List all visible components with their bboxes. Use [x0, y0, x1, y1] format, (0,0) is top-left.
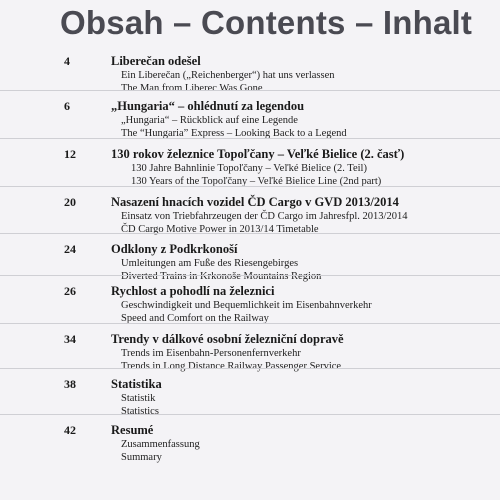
- toc-entry: [0, 90, 500, 139]
- toc-page-number: 12: [64, 147, 76, 161]
- toc-subtitle: The “Hungaria” Express – Looking Back to a Legend: [121, 128, 347, 139]
- toc-page-number: 34: [64, 332, 76, 346]
- toc-heading: Resumé: [111, 423, 154, 437]
- toc-subtitle: Umleitungen am Fuße des Riesengebirges: [121, 258, 299, 269]
- toc-page-number: 4: [64, 54, 70, 68]
- toc-subtitle: Speed and Comfort on the Railway: [121, 313, 269, 324]
- toc-subtitle: „Hungaria“ – Rückblick auf eine Legende: [121, 115, 298, 126]
- toc-page-number: 42: [64, 423, 76, 437]
- toc-entry: [0, 368, 500, 417]
- toc-heading: Trendy v dálkové osobní železniční dopravě: [111, 332, 344, 346]
- toc-heading: Nasazení hnacích vozidel ČD Cargo v GVD 2013/2014: [111, 195, 399, 209]
- toc-subtitle: ČD Cargo Motive Power in 2013/14 Timetable: [121, 224, 319, 235]
- toc-entry: [0, 275, 500, 324]
- toc-page-number: 20: [64, 195, 76, 209]
- toc-heading: Liberečan odešel: [111, 54, 201, 68]
- toc-subtitle: The Man from Liberec Was Gone: [121, 83, 263, 94]
- toc-subtitle: 130 Jahre Bahnlinie Topoľčany – Veľké Bielice (2. Teil): [131, 163, 367, 174]
- toc-heading: Rychlost a pohodlí na železnici: [111, 284, 275, 298]
- toc-entry: [0, 138, 500, 187]
- toc-subtitle: Zusammenfassung: [121, 439, 200, 450]
- page-title: Obsah – Contents – Inhalt: [60, 4, 473, 41]
- toc-heading: Statistika: [111, 377, 162, 391]
- toc-page-number: 38: [64, 377, 76, 391]
- toc-page-number: 26: [64, 284, 76, 298]
- toc-subtitle: Diverted Trains in Krkonoše Mountains Region: [121, 271, 322, 282]
- toc-subtitle: Statistics: [121, 406, 159, 417]
- toc-subtitle: Geschwindigkeit und Bequemlichkeit im Eisenbahnverkehr: [121, 300, 372, 311]
- toc-subtitle: Summary: [121, 452, 162, 463]
- toc-subtitle: Ein Liberečan („Reichenberger“) hat uns verlassen: [121, 70, 335, 81]
- toc-page-number: 6: [64, 99, 70, 113]
- toc-heading: Odklony z Podkrkonoší: [111, 242, 238, 256]
- toc-subtitle: Einsatz von Triebfahrzeugen der ČD Cargo im Jahresfpl. 2013/2014: [121, 211, 408, 222]
- toc-subtitle: Statistik: [121, 393, 156, 404]
- toc-heading: 130 rokov železnice Topoľčany – Veľké Bielice (2. časť): [111, 147, 405, 161]
- toc-subtitle: Trends in Long Distance Railway Passenger Service: [121, 361, 342, 372]
- toc-subtitle: Trends im Eisenbahn-Personenfernverkehr: [121, 348, 301, 359]
- toc-entry: [0, 414, 500, 463]
- toc-heading: „Hungaria“ – ohlédnutí za legendou: [111, 99, 305, 113]
- toc-entry: [0, 186, 500, 235]
- toc-subtitle: 130 Years of the Topoľčany – Veľké Bielice Line (2nd part): [131, 176, 382, 187]
- toc-entry: [0, 233, 500, 282]
- toc-page-number: 24: [64, 242, 76, 256]
- toc-entry: [0, 323, 500, 372]
